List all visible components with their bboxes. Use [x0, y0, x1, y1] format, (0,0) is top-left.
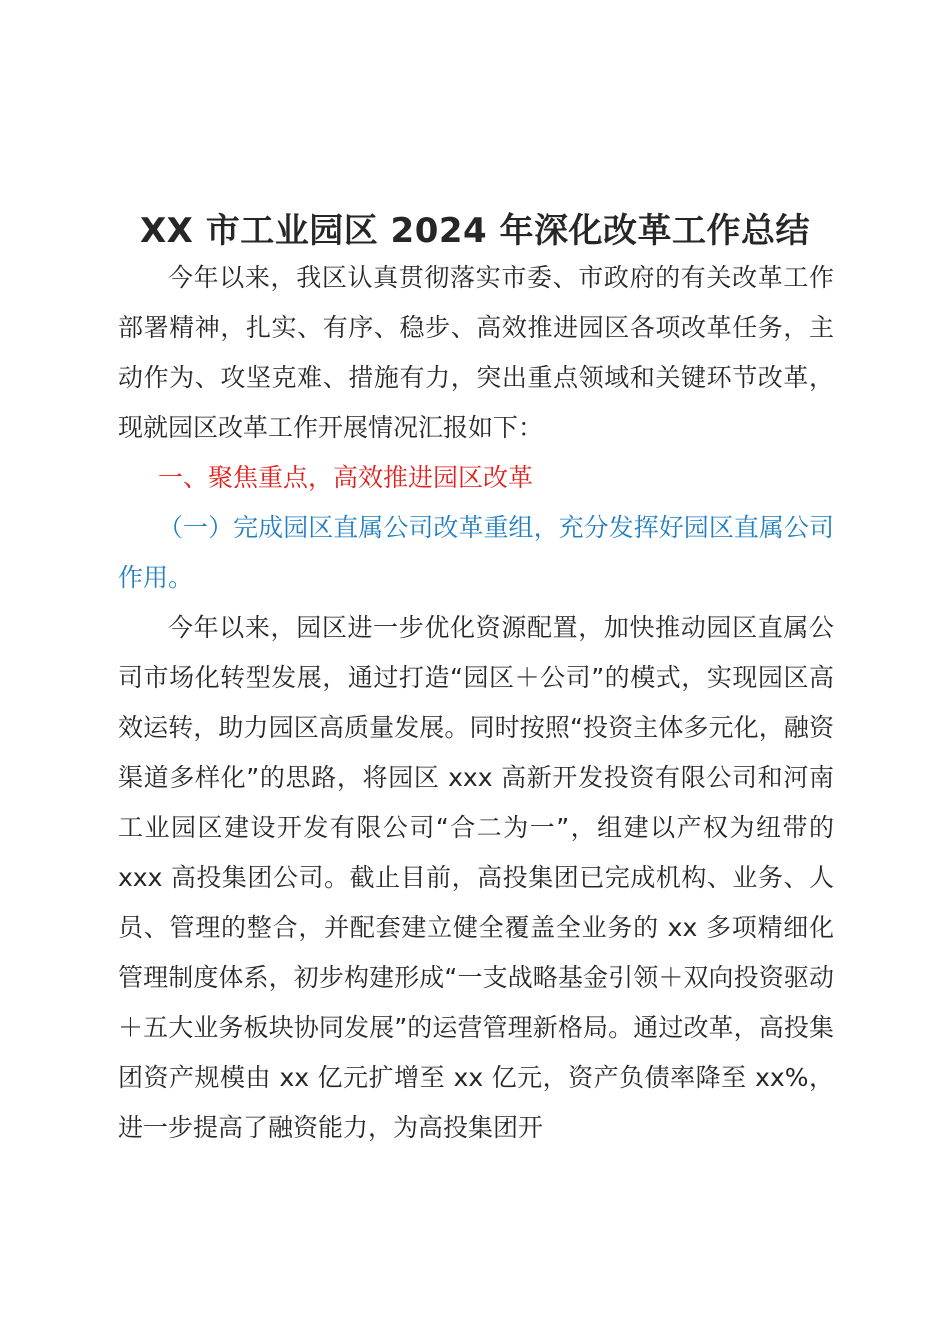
subsection-heading: （一）完成园区直属公司改革重组，充分发挥好园区直属公司作用。 [118, 513, 834, 592]
document-title: XX 市工业园区 2024 年深化改革工作总结 [139, 210, 811, 251]
intro-paragraph: 今年以来，我区认真贯彻落实市委、市政府的有关改革工作部署精神，扎实、有序、稳步、高效推进园区各项改革任务，主动作为、攻坚克难、措施有力，突出重点领域和关键环节改革，现就园区改革工作开展情况汇报如下： [118, 263, 834, 442]
section-heading: 一、聚焦重点，高效推进园区改革 [158, 463, 534, 492]
body-paragraph: 今年以来，园区进一步优化资源配置，加快推动园区直属公司市场化转型发展，通过打造“园区＋公司”的模式，实现园区高效运转，助力园区高质量发展。同时按照“投资主体多元化，融资渠道多样化”的思路，将园区 xxx 高新开发投资有限公司和河南工业园区建设开发有限公司“合二为一”，组建以产权为纽带的 xxx 高投集团公司。截止目前，高投集团已完成机构、业务、人员、管理的整合，并配套建立健全覆盖全业务的 xx 多项精细化管理制度体系，初步构建形成“一支战略基金引领＋双向投资驱动＋五大业务板块协同发展”的运营管理新格局。通过改革，高投集团资产规模由 xx 亿元扩增至 xx 亿元，资产负债率降至 xx%，进一步提高了融资能力，为高投集团开 [118, 613, 834, 1142]
